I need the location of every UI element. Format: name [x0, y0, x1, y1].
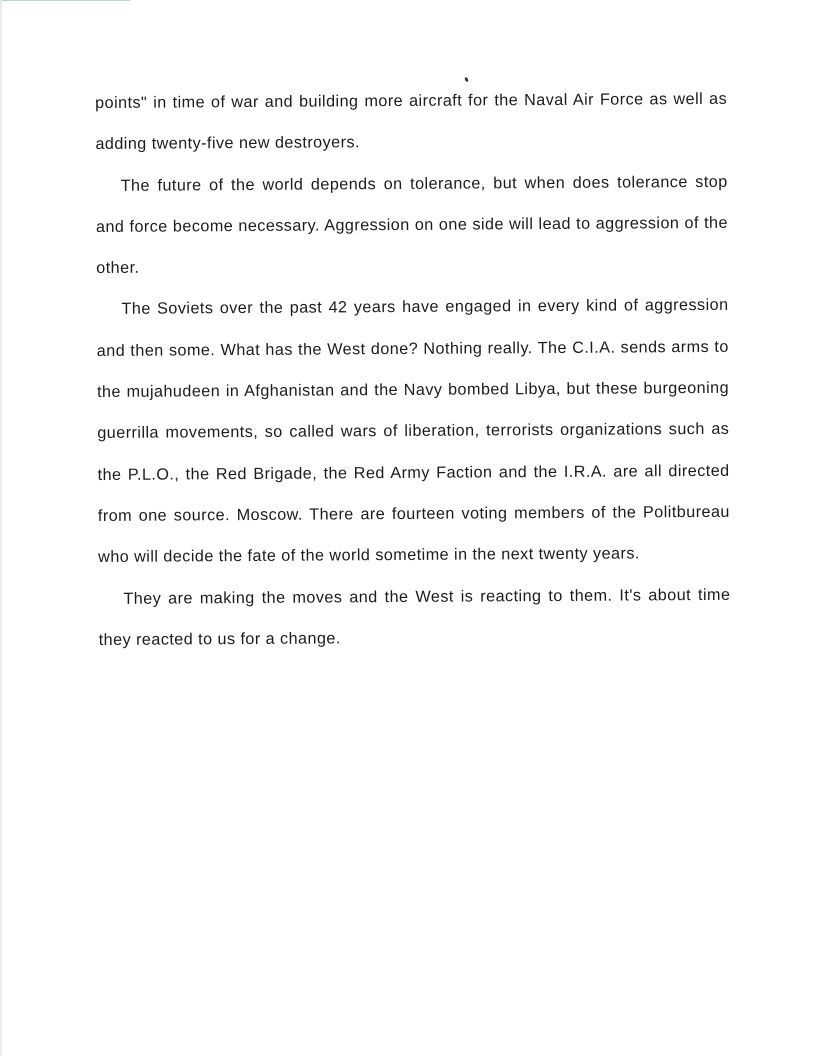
paragraph-1: points" in time of war and building more aircraft for the Naval Air Force as well as adding twenty-five new destroyers. — [95, 89, 728, 154]
paragraph-4: They are making the moves and the West is reacting to them. It's about time they reacted to us for a change. — [98, 585, 731, 649]
document-body — [95, 79, 731, 661]
paragraph-3: The Soviets over the past 42 years have engaged in every kind of aggression and then some. What has the West done? Nothing really. The C.I.A. sends arms to the mujahudeen in Afghanistan and the Navy bombed Libya, but these burgeoning guerrilla movements, so called wars of liberation, terrorists organizations such as the P.L.O., the Red Brigade, the Red Army Faction and the I.R.A. are all directed from one source. Moscow. There are fourteen voting members of the Politbureau who will decide the fate of the world sometime in the next twenty years. — [96, 296, 730, 567]
paragraph-2: The future of the world depends on tolerance, but when does tolerance stop and force become necessary. Aggression on one side will lead to aggression of the other. — [95, 172, 729, 278]
scan-edge-shadow — [0, 0, 2, 1056]
scan-edge-mark — [0, 0, 130, 1]
